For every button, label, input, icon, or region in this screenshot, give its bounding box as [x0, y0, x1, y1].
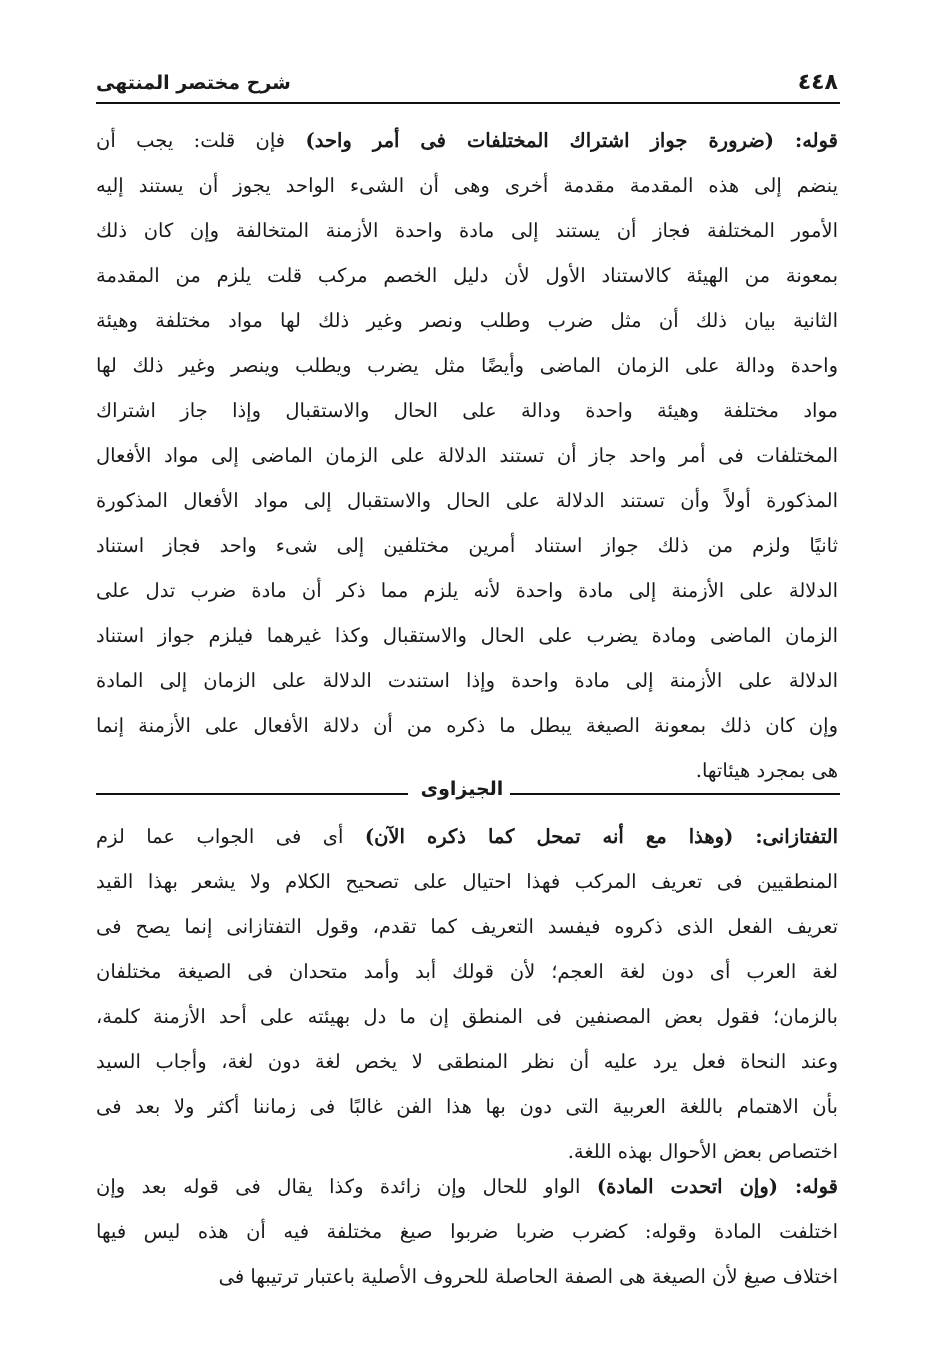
quoted-matn: (ضرورة جواز اشتراك المختلفات فى أمر واحد) [305, 129, 775, 152]
text-line: هى بمجرد هيئاتها. [695, 759, 838, 782]
line-text: الواو للحال وإن زائدة وكذا يقال فى قوله بعد وإن [96, 1175, 597, 1198]
text-line [96, 118, 838, 163]
text-line: الثانية بيان ذلك أن مثل ضرب وطلب ونصر وغير ذلك لها مواد مختلفة وهيئة [96, 309, 838, 332]
commentary-section-1 [96, 118, 838, 793]
commentary-section-2 [96, 814, 838, 1174]
text-line: اختلفت المادة وقوله: كضرب ضربا ضربوا صيغ مختلفة فيه أن هذه ليس فيها [96, 1220, 838, 1243]
text-line: المنطقيين فى تعريف المركب فهذا احتيال على تصحيح الكلام ولا يشعر بهذا القيد [96, 870, 838, 893]
commentary-lead: قوله: [778, 1175, 838, 1198]
text-line: تعريف الفعل الذى ذكروه فيفسد التعريف كما تقدم، وقول التفتازانى إنما يصح فى [96, 915, 838, 938]
text-line: اختلاف صيغ لأن الصيغة هى الصفة الحاصلة للحروف الأصلية باعتبار ترتيبها فى [218, 1265, 838, 1288]
text-line: اختصاص بعض الأحوال بهذه اللغة. [567, 1140, 838, 1163]
commentary-lead: قوله: [774, 129, 838, 152]
text-line: ينضم إلى هذه المقدمة مقدمة أخرى وهى أن الشىء الواحد يجوز أن يستند إليه [96, 174, 838, 197]
page-header [96, 66, 838, 102]
separator-rule-left [96, 793, 408, 795]
page-number: ٤٤٨ [797, 70, 838, 95]
line-text: فإن قلت: يجب أن [96, 129, 306, 152]
text-line: بمعونة من الهيئة كالاستناد الأول لأن دليل الخصم مركب قلت يلزم من المقدمة [96, 264, 838, 287]
text-line: المذكورة أولاً وأن تستند الدلالة على الحال والاستقبال إلى مواد الأفعال المذكورة [96, 489, 838, 512]
line-text: أى فى الجواب عما لزم [96, 825, 365, 848]
text-line: الأمور المختلفة فجاز أن يستند إلى مادة واحدة الأزمنة المتخالفة وإن كان ذلك [96, 219, 838, 242]
header-rule [96, 102, 840, 104]
text-line: بأن الاهتمام باللغة العربية التى دون بها هذا الفن غالبًا فى زماننا أكثر ولا بعد فى [96, 1095, 838, 1118]
text-line: وإن كان ذلك بمعونة الصيغة يبطل ما ذكره من أن دلالة الأفعال على الأزمنة إنما [96, 714, 838, 737]
text-line: لغة العرب أى دون لغة العجم؛ لأن قولك أبد وأمد متحدان فى الصيغة مختلفان [96, 960, 838, 983]
text-line: مواد مختلفة وهيئة واحدة ودالة على الحال والاستقبال وإذا جاز اشتراك [96, 399, 838, 422]
text-line: ثانيًا ولزم من ذلك جواز استناد أمرين مختلفين إلى شىء واحد فجاز استناد [96, 534, 838, 557]
section-separator [96, 778, 840, 814]
commentary-section-3 [96, 1164, 838, 1299]
text-line: المختلفات فى أمر واحد جاز أن تستند الدلالة على الزمان الماضى إلى مواد الأفعال [96, 444, 838, 467]
text-line: بالزمان؛ فقول بعض المصنفين فى المنطق إن ما دل بهيئته على أحد الأزمنة كلمة، [96, 1005, 838, 1028]
running-title: شرح مختصر المنتهى [96, 72, 291, 94]
commentary-lead: التفتازانى: [733, 825, 838, 848]
text-line: الدلالة على الأزمنة إلى مادة واحدة وإذا استندت الدلالة على الزمان إلى المادة [96, 669, 838, 692]
quoted-matn: (وهذا مع أنه تمحل كما ذكره الآن) [364, 825, 734, 848]
separator-rule-right [510, 793, 840, 795]
text-line: واحدة ودالة على الزمان الماضى وأيضًا مثل يضرب ويطلب وينصر وغير ذلك لها [96, 354, 838, 377]
separator-title: الجيزاوى [420, 778, 504, 800]
text-line: الدلالة على الأزمنة إلى مادة واحدة لأنه يلزم مما ذكر أن مادة ضرب تدل على [96, 579, 838, 602]
text-line [96, 814, 838, 859]
text-line: وعند النحاة فعل يرد عليه أن نظر المنطقى لا يخص لغة دون لغة، وأجاب السيد [96, 1050, 838, 1073]
quoted-matn: (وإن اتحدت المادة) [596, 1175, 778, 1198]
text-line [96, 1164, 838, 1209]
text-line: الزمان الماضى ومادة يضرب على الحال والاستقبال وكذا غيرهما فيلزم جواز استناد [96, 624, 838, 647]
